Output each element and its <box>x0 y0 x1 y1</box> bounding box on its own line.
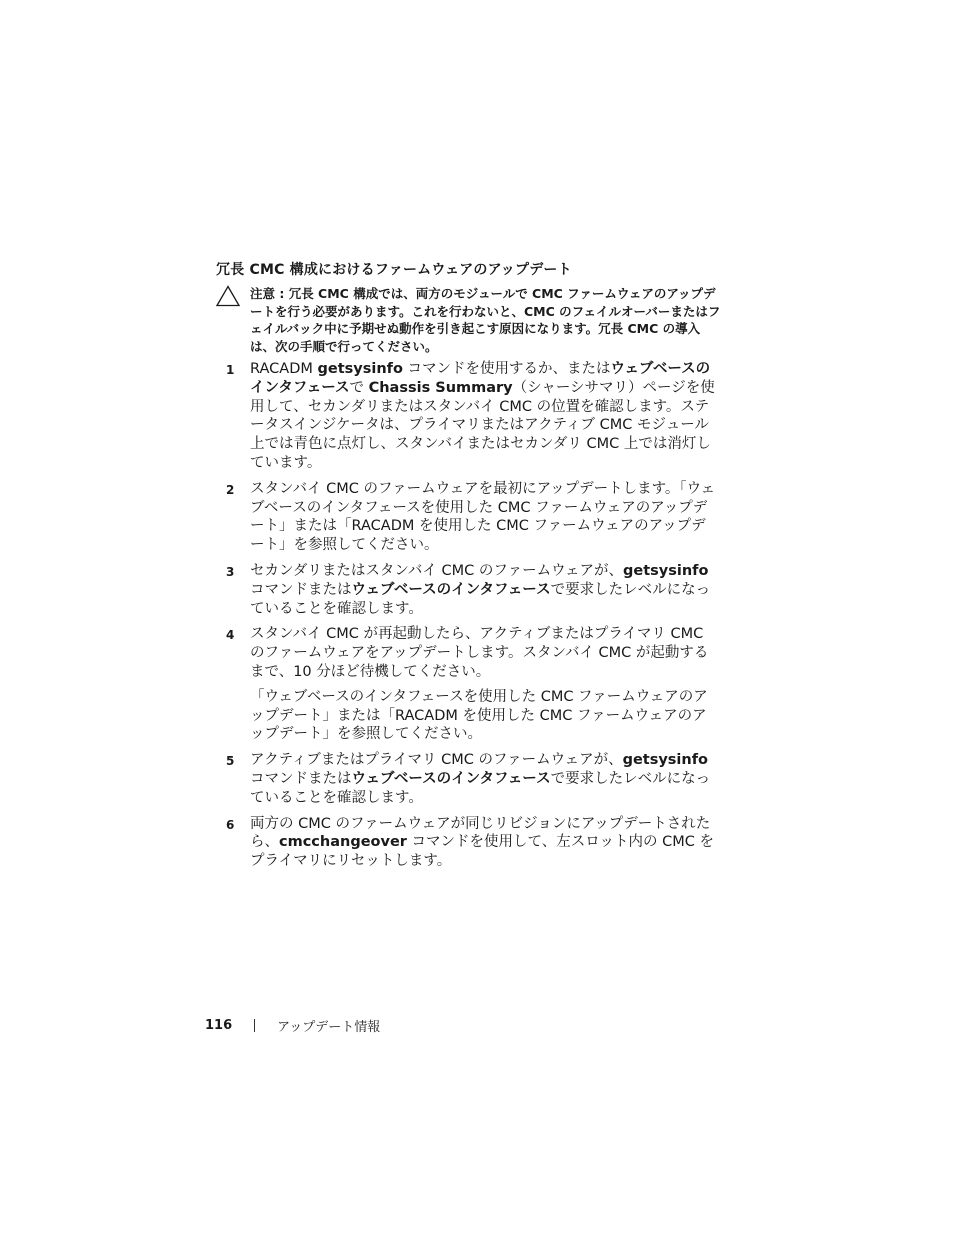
step-text-continued: 「ウェブベースのインタフェースを使用した CMC ファームウェアのアップデート」または「RACADM を使用した CMC ファームウェアのアップデート」を参照してください。 <box>250 688 708 743</box>
step-4 <box>226 625 718 744</box>
step-text: スタンバイ CMC のファームウェアを最初にアップデートします。「ウェブベースのインタフェースを使用した CMC ファームウェアのアップデート」または「RACADM を使用した CMC ファームウェアのアップデート」を参照してください。 <box>250 480 716 554</box>
page-number: 116 <box>205 1018 233 1033</box>
step-number: 5 <box>226 754 235 769</box>
step-number: 2 <box>226 482 235 497</box>
step-number: 1 <box>226 363 235 377</box>
step-text: セカンダリまたはスタンバイ CMC のファームウェアが、getsysinfo コマンドまたはウェブベースのインタフェースで要求したレベルになっていることを確認します。 <box>250 562 711 617</box>
step-number: 6 <box>226 817 235 832</box>
caution-text: 注意 : 冗長 CMC 構成では、両方のモジュールで CMC ファームウェアのアップデートを行う必要があります。これを行わないと、CMC のフェイルオーバーまたはフェイルバック中に予期せぬ動作を引き起こす原因になります。冗長 CMC の導入は、次の手順で行ってください。 <box>250 286 721 354</box>
caution-triangle-icon <box>216 285 240 307</box>
footer-divider <box>254 1019 255 1032</box>
section-heading: 冗長 CMC 構成におけるファームウェアのアップデート <box>216 262 572 278</box>
step-2 <box>226 480 718 555</box>
step-text: RACADM getsysinfo コマンドを使用するか、またはウェブベースのインタフェースで Chassis Summary（シャーシサマリ）ページを使用して、セカンダリまたはスタンバイ CMC の位置を確認します。ステータスインジケータは、プライマリまたはアクティブ CMC モジュール上では青色に点灯し、スタンバイまたはセカンダリ CMC 上では消灯しています。 <box>250 361 715 471</box>
step-number: 3 <box>226 564 235 579</box>
page-footer <box>205 1016 380 1035</box>
step-number: 4 <box>226 628 235 643</box>
step-text: スタンバイ CMC が再起動したら、アクティブまたはプライマリ CMC のファームウェアをアップデートします。スタンバイ CMC が起動するまで、10 分ほど待機してください。 <box>250 626 709 680</box>
step-6 <box>226 815 718 871</box>
step-text: 両方の CMC のファームウェアが同じリビジョンにアップデートされたら、cmcchangeover コマンドを使用して、左スロット内の CMC をプライマリにリセットします。 <box>250 815 714 870</box>
step-3 <box>226 562 718 618</box>
step-5 <box>226 751 718 807</box>
step-text: アクティブまたはプライマリ CMC のファームウェアが、getsysinfo コマンドまたはウェブベースのインタフェースで要求したレベルになっていることを確認します。 <box>250 752 711 806</box>
section-name: アップデート情報 <box>277 1020 381 1035</box>
step-1 <box>226 360 718 473</box>
procedure-steps <box>226 360 718 878</box>
